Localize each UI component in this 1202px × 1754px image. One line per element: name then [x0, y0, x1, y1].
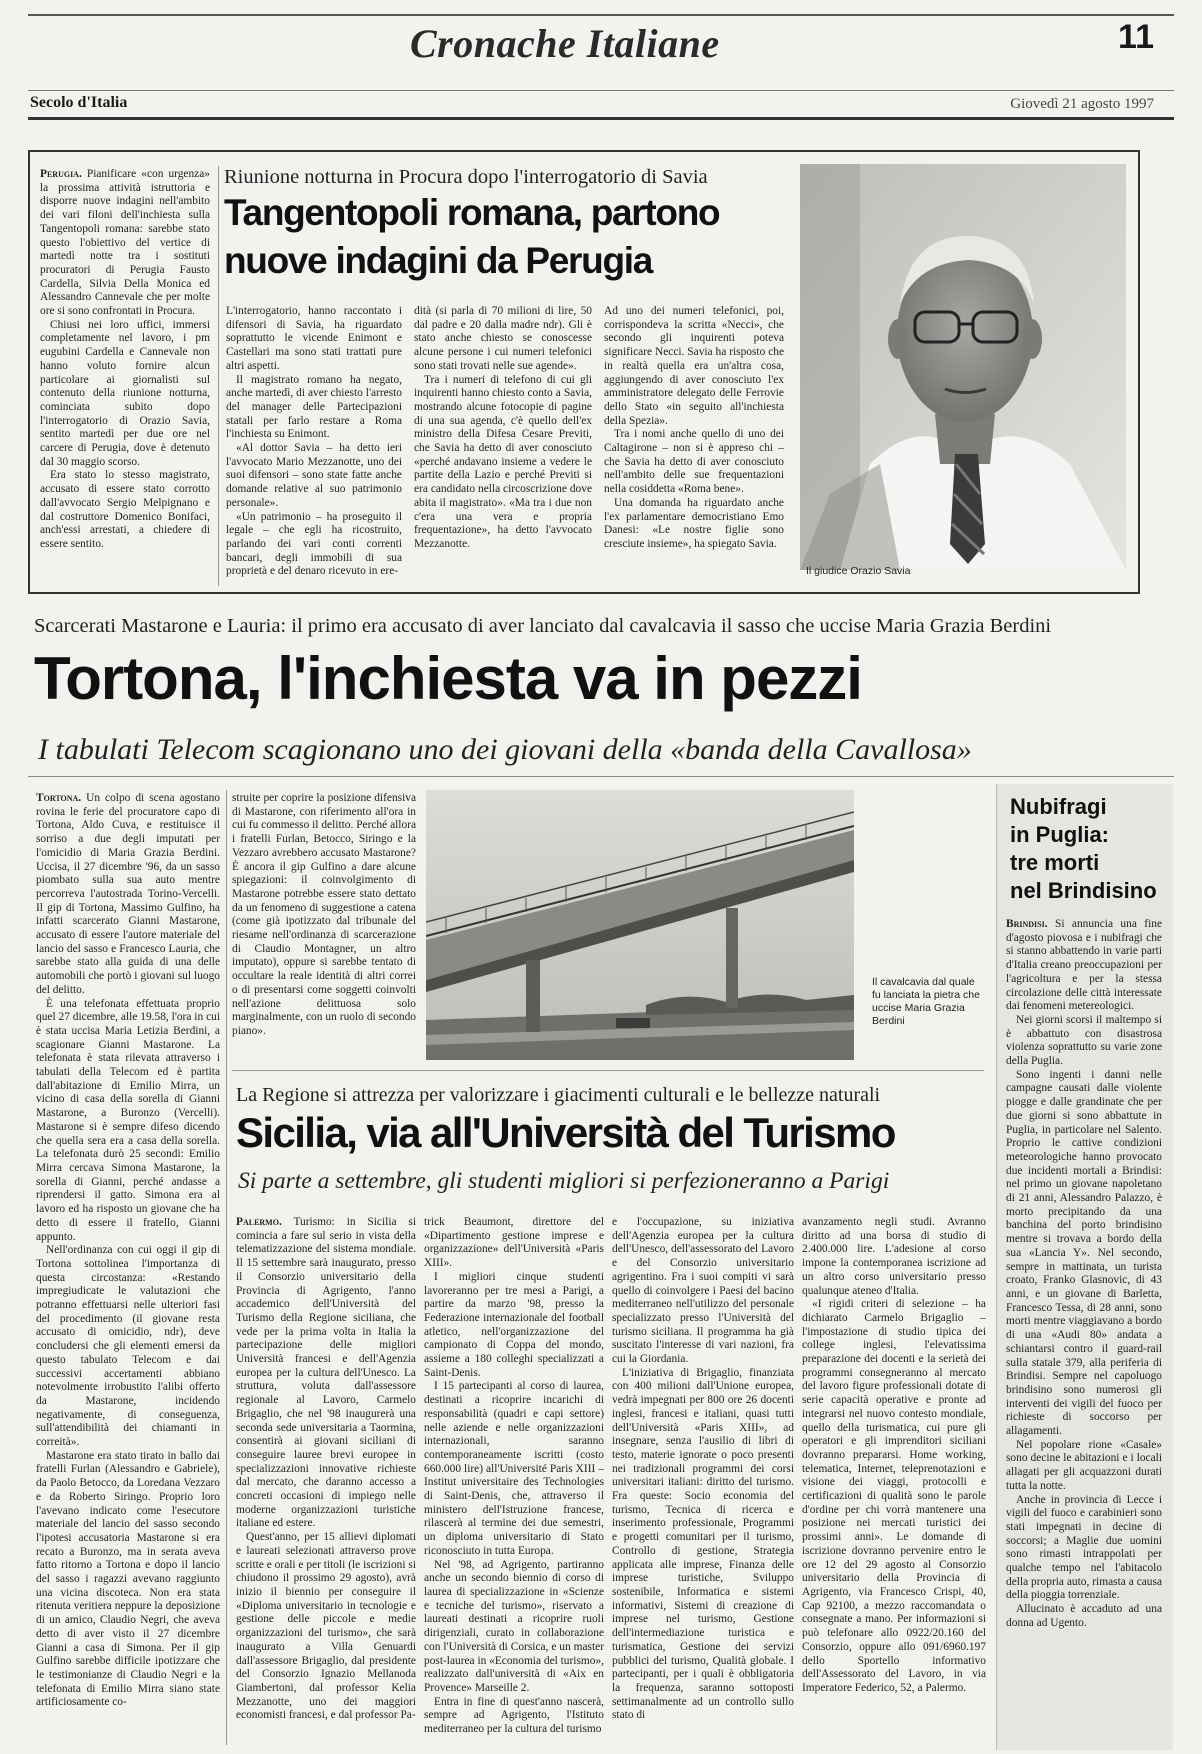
article2-column-1: [36, 792, 220, 1747]
sidebar-p3: Sono ingenti i danni nelle campagne causati dalle violente piogge e dalle grandinate che per due giorni si sono abbattute in Puglia, in particolare nel Salento. Proprio le cattive condizioni meteorologiche hanno provocato due incidenti mortali a Brindisi: nel primo un giovane napoletano di 21 anni, Alessandro Palazzo, è morto precipitando da una banchina del porto brindisino mentre si trovava a bordo della sua «Lancia Y». Nel secondo, sempre in mattinata, un turista croato, Franko Glasnovic, di 43 anni, e un giovane di Barletta, Francesco Tessa, di 28 anni, sono morti mentre viaggiavano a bordo di una «Audi 80» andata a schiantarsi contro il guard-rail sulla statale 379, alla periferia di Brindisi. Sempre nel capoluogo brindisino sono numerosi gli interventi dei vigili del fuoco per richieste di soccorso per allagamenti.: [1006, 1068, 1162, 1438]
article1-col1-p2: Chiusi nei loro uffici, immersi completamente nel lavoro, i pm eugubini Cardella e Cannevale non hanno voluto fornire alcun particolare ai giornalisti sul contenuto della riunione notturna, cominciata subito dopo l'interrogatorio di Orazio Savia, sentito martedì per due ore nel carcere di Perugia, dove è detenuto dal 30 maggio scorso.: [40, 318, 210, 468]
column-rule: [218, 166, 219, 586]
sidebar-headline-line2: in Puglia:: [1010, 822, 1109, 847]
article1-col4-p1: Ad uno dei numeri telefonici, poi, corrispondeva la scritta «Necci», che secondo gli inquirenti poteva significare Necci. Savia ha risposto che in realtà quella era un'altra cosa, aggiungendo di aver conosciuto l'ex amministratore delegato delle Ferrovie dello Stato «in seguito all'inchiesta della Spezia».: [604, 305, 784, 427]
paper-name: Secolo d'Italia: [30, 94, 128, 111]
issue-date: Giovedì 21 agosto 1997: [1010, 96, 1154, 112]
article2-kicker: Scarcerati Mastarone e Lauria: il primo era accusato di aver lanciato dal cavalcavia il sasso che uccise Maria Grazia Berdini: [34, 615, 1052, 637]
article3-dateline: Palermo.: [236, 1216, 282, 1228]
article3-col1-p1: Turismo: in Sicilia si comincia a fare sul serio in vista della telematizzazione del sistema mondiale. Il 15 settembre sarà inaugurato, presso il Consorzio universitario della Provincia di Agrigento, l'anno accademico dell'Università del Turismo della Regione siciliana, che vede per la prima volta in Italia la partecipazione delle migliori Università francesi e dell'Agenzia europea per la cultura dell'Unesco. La struttura, voluta dall'assessore regionale al Lavoro, Carmelo Brigaglio, che nel '98 inaugurerà una seconda sede universitaria a Taormina, consentirà ai giovani siciliani di conseguire lauree brevi europee in specializzazioni innovative richieste dal mercato, che daranno accesso a concreti occasioni di impiego nelle moderne organizzazioni turistiche italiane ed estere.: [236, 1216, 416, 1530]
article2-col1-p3: Nell'ordinanza con cui oggi il gip di Tortona sottolinea l'importanza di questa circostanza: «Restando impregiudicate le valutazioni che potranno effettuarsi nelle ulteriori fasi del procedimento (il giovane resta accusato di omicidio, ndr), deve concludersi che gli elementi emersi da questo tabulato Telecom e dai successivi accertamenti abbiano notevolmente irrobustito l'alibi offerto da Mastarone, incidendo negativamente, di conseguenza, sull'attendibilità dei chiamanti in correità».: [36, 1244, 220, 1449]
article3-col2-p1: trick Beaumont, direttore del «Dipartimento gestione imprese e organizzazione» dell'Università «Paris XIII».: [424, 1216, 604, 1270]
article1-column-1: [40, 168, 210, 586]
portrait-man-image: [800, 164, 1126, 570]
sidebar-p2: Nei giorni scorsi il maltempo si è abbattuto con disastrosa violenza soprattutto su varie zone della Puglia.: [1006, 1013, 1162, 1068]
article1-col2-p2: Il magistrato romano ha negato, anche martedì, di aver chiesto l'arresto del manager delle Partecipazioni statali per farlo restare a Roma l'inchiesta su Enimont.: [226, 373, 402, 441]
article1-col2-p3: «Al dottor Savia – ha detto ieri l'avvocato Mario Mezzanotte, uno dei suoi difensori – sono state fatte anche domande relative al suo patrimonio personale».: [226, 442, 402, 509]
article3-col4-p1: avanzamento negli studi. Avranno diritto ad una borsa di studio di 2.400.000 lire. L'adesione al corso impone la contemporanea iscrizione ad un altro corso universitario presso qualunque ateneo d'Italia.: [802, 1216, 986, 1297]
article3-col3-p2: L'iniziativa di Brigaglio, finanziata con 400 milioni dall'Unione europea, vedrà impegnati per 800 ore 26 docenti inglesi, francesi e italiani, quasi tutti dell'Università «Paris XIII», ad insegnare, senza l'ausilio di libri di testo, materie ignorate o poco presenti nei tradizionali programmi dei corsi universitari italiani: diritto del turismo. Fra queste: Socio economia del turismo, Tecnica di ricerca e inserimento professionale, Programmi e progetti comunitari per il turismo, Controllo di gestione, Strategia applicata alle imprese, Finanza delle imprese turistiche, Sviluppo sostenibile, Informatica e sistemi informativi, Sistemi di creazione di imprese nel turismo, Gestione dell'intermediazione turistica e turismatica, Gestione dei servizi pubblici del turismo, Qualità globale. I partecipanti, per i quali è obbligatoria la frequenza, saranno sottoposti settimanalmente ad un controllo sullo stato di: [612, 1366, 794, 1722]
article1-col2-p1: L'interrogatorio, hanno raccontato i difensori di Savia, ha riguardato soprattutto le vicende Enimont e Castellari ma sono stati trattati pure altri aspetti.: [226, 305, 402, 372]
article2-headline: Tortona, l'inchiesta va in pezzi: [34, 645, 862, 712]
sidebar-body: [1006, 918, 1162, 1744]
article2-col2-p1: struite per coprire la posizione difensiva di Mastarone, con riferimento all'ora in cui fu commesso il delitto. Perché allora i fratelli Furlan, Betocco, Siringo e la Vezzaro avrebbero accusato Mastarone? È ancora il gip Gulfino a dare alcune spiegazioni: il coinvolgimento di Mastarone potrebbe essere stato dettato da un fenomeno di suggestione a catena (come già ipotizzato dal tribunale del riesame nell'ordinanza di scarcerazione di Claudio Montagner, un altro imputato), oppure si sarebbe tentato di occultare la reale identità di altri correi o di presentarsi come soggetti coinvolti nell'azione delittuosa solo marginalmente, con un ruolo di secondo piano».: [232, 792, 416, 1037]
article2-col1-p1: Un colpo di scena agostano rovina le ferie del procuratore capo di Tortona, Aldo Cuva, e restituisce il sorriso a due degli imputati per l'omicidio di Maria Grazia Berdini. Uccisa, il 27 dicembre '96, da un sasso piombato sulla sua auto mentre percorreva l'autostrada Torino-Vercelli. Il gip di Tortona, Massimo Gulfino, ha infatti scarcerato Gianni Mastarone, accusato di essere l'autore materiale del lancio del sasso e Francesco Lauria, che sarebbe stato alla guida di una delle automobili che portò i giovani sul luogo del delitto.: [36, 792, 220, 996]
overpass-image: [426, 790, 854, 1060]
article1-column-3: [414, 305, 592, 585]
article1-col3-p1: dità (si parla di 70 milioni di lire, 50 dal padre e 20 dalla madre ndr). Gli è stato anche chiesto se conoscesse alcune persone i cui numeri telefonici sono stati trovati nelle sue agende».: [414, 305, 592, 372]
masthead-rule-upper: [28, 90, 1174, 91]
article1-column-2: [226, 305, 402, 585]
article3-col1-p2: Quest'anno, per 15 allievi diplomati e laureati selezionati attraverso prove scritte e orali e per titoli (le iscrizioni si chiudono il prossimo 29 agosto), avrà inizio il biennio per conseguire il «Diploma universitario in tecnologie e gestione delle piccole e medie organizzazioni del turismo», che sarà inaugurato a Villa Genuardi dall'assessore Brigaglio, dal presidente del Consorzio Ignazio Mellanoda Giambertoni, dal professor Kelia Mezzanotte, uno dei maggiori economisti francesi, e dal professor Pa-: [236, 1531, 416, 1722]
article3-col2-p2: I migliori cinque studenti lavoreranno per tre mesi a Parigi, a partire da marzo '98, presso la Federazione internazionale del football atletico, nell'organizzazione del campionato di Coppa del mondo, assieme a 180 colleghi specializzati a Saint-Denis.: [424, 1270, 604, 1379]
article1-dateline: Perugia.: [40, 168, 82, 180]
article3-col2-p4: Nel '98, ad Agrigento, partiranno anche un secondo biennio di corso di laurea di specializzazione in «Scienze e tecniche del turismo», riservato a laureati destinati a ricoprire ruoli dirigenziali, curato in collaborazione con l'Università di Corsica, e un master post-laurea in «Economia del turismo», realizzato dall'università di «Aix en Provence» Marseille 2.: [424, 1558, 604, 1694]
article2-column-2: [232, 792, 416, 1062]
article1-headline-line1: Tangentopoli romana, partono: [224, 192, 720, 233]
article1-col2-p4: «Un patrimonio – ha proseguito il legale – che egli ha ricostruito, parlando dei vari conti correnti bancari, degli immobili di sua proprietà e del denaro ricevuto in ere-: [226, 510, 402, 578]
article1-kicker: Riunione notturna in Procura dopo l'interrogatorio di Savia: [224, 166, 708, 188]
column-rule: [226, 790, 227, 1745]
article1-headline-line2: nuove indagini da Perugia: [224, 240, 653, 281]
sidebar-p4: Nel popolare rione «Casale» sono decine le abitazioni e i locali allagati per gli acquazzoni durati tutta la notte.: [1006, 1438, 1162, 1492]
article1-column-4: [604, 305, 784, 585]
sidebar-p5: Anche in provincia di Lecce i vigili del fuoco e carabinieri sono stati impegnati in decine di soccorsi; a Maglie due uomini sono rimasti intrappolati per qualche tempo nel l'abitacolo della propria auto, rimasta a causa della pioggia torrenziale.: [1006, 1493, 1162, 1602]
sidebar-headline-line3: tre morti: [1010, 850, 1100, 875]
article3-column-1: [236, 1216, 416, 1746]
page-number: 11: [1118, 18, 1154, 56]
article2-dateline: Tortona.: [36, 792, 82, 804]
article3-col2-p3: I 15 partecipanti al corso di laurea, destinati a ricoprire incarichi di responsabilità (quadri e capi settore) nelle aziende e nelle organizzazioni internazionali, saranno contemporaneamente iscritti (costo 660.000 lire) all'Université Paris XIII – Institut universitaire des Technologies di Saint-Denis, che, attraverso il ministero dell'Istruzione francese, rilascerà al termine dei due semestri, un diploma universitario di Stato riconosciuto in tutta Europa.: [424, 1380, 604, 1557]
sidebar-p6: Allucinato è accaduto ad una donna ad Ugento.: [1006, 1603, 1162, 1629]
article3-top-rule: [232, 1070, 984, 1071]
section-title: Cronache Italiane: [410, 21, 720, 66]
article3-col4-p2: «I rigidi criteri di selezione – ha dichiarato Carmelo Brigaglio – l'impostazione di studio tipica dei college inglesi, l'elevatissima preparazione dei docenti e la serietà dei programmi consegneranno al mercato del lavoro figure professionali dotate di serie capacità operative e pronte ad integrarsi nel nuovo contesto mondiale, quello della turismatica, cui pure gli operatori e gli imprenditori siciliani dovranno prepararsi. Home working, telematica, Internet, teleprenotazioni e visione dei viaggi, protocolli e certificazioni di qualità sono le parole d'ordine per chi vorrà mantenere una posizione nei mercati turistici dei prossimi anni». Le domande di iscrizione dovranno pervenire entro le ore 12 del 29 agosto al Consorzio universitario della Provincia di Agrigento, via Francesco Crispi, 40, Cap 92100, a mezzo raccomandata o consegnate a mano. Per informazioni si può telefonare allo 0922/20.160 del Consorzio, oppure allo 091/6960.197 dello Sportello informativo dell'Assessorato del Lavoro, in via Imperatore Federico, 52, a Palermo.: [802, 1298, 986, 1694]
overpass-photo: [426, 790, 854, 1060]
article3-col2-p5: Entra in fine di quest'anno nascerà, sempre ad Agrigento, l'Istituto mediterraneo per la cultura del turismo: [424, 1695, 604, 1736]
article3-subhead: Si parte a settembre, gli studenti migliori si perfezioneranno a Parigi: [238, 1168, 890, 1194]
sidebar-headline-line4: nel Brindisino: [1010, 878, 1157, 903]
article3-kicker: La Regione si attrezza per valorizzare i giacimenti culturali e le bellezze naturali: [236, 1084, 881, 1106]
portrait-caption: Il giudice Orazio Savia: [806, 565, 911, 577]
article2-subhead: I tabulati Telecom scagionano uno dei giovani della «banda della Cavallosa»: [38, 733, 972, 766]
article1-col4-p3: Una domanda ha riguardato anche l'ex parlamentare democristiano Emo Danesi: «Le nostre figlie sono cresciute insieme», ha spiegato Savia.: [604, 496, 784, 550]
article1-col3-p2: Tra i numeri di telefono di cui gli inquirenti hanno chiesto conto a Savia, mostrando alcune fotocopie di pagine di una sua agenda, c'è quello dell'ex ministro della Difesa Cesare Previti, che Savia ha detto di aver conosciuto «perché andavano insieme a vedere le partite della Lazio e perché Previti si era candidato nella circoscrizione dove abita il magistrato». «Ma tra i due non c'era una vera e propria frequentazione», ha detto l'avvocato Mezzanotte.: [414, 373, 592, 550]
portrait-photo: [800, 164, 1126, 570]
article3-headline: Sicilia, via all'Università del Turismo: [236, 1109, 895, 1156]
article3-col3-p1: e l'occupazione, su iniziativa dell'Agenzia europea per la cultura dell'Unesco, dell'assessorato del Lavoro e del Consorzio universitario agrigentino. Fra i suoi compiti vi sarà quello di coinvolgere i Paesi del bacino mediterraneo nell'utilizzo del personale specializzato presso l'Università del turismo siciliana. Il programma ha già suscitato l'interesse di vari nazioni, fra cui la Giordania.: [612, 1216, 794, 1366]
masthead-top-rule: [28, 14, 1174, 16]
article2-col1-p2: È una telefonata effettuata proprio quel 27 dicembre, alle 19.58, l'ora in cui è stata uccisa Maria Letizia Berdini, a scagionare Gianni Mastarone. La telefonata è stata rilevata attraverso i tabulati della Telecom ed è partita dall'abitazione di Emilio Mirra, un vicino di casa della sorella di Gianni Mastarone, a Buronzo (Vercelli). Mastarone si è sempre difeso dicendo che quella sera era a casa della sorella. La telefonata durò 25 secondi: Emilio Mirra cercava Simona Mastarone, la sorella di Gianni, perché andasse a riprendersi il gatto. Simona era al lavoro ed ha risposto un giovane che ha detto di essere il fratello, Gianni appunto.: [36, 997, 220, 1243]
masthead-rule-lower: [28, 117, 1174, 120]
article1-col1-p1: Pianificare «con urgenza» la prossima attività istruttoria e disporre nuove indagini nell'ambito dei vari filoni dell'inchiesta sulla Tangentopoli romana: sarebbe stato questo l'obiettivo del vertice di martedì notte tra i sostituti procuratori di Perugia Fausto Cardella, Silvia Della Monica ed Alessandro Cannevale che per molte ore si sono confrontati in Procura.: [40, 168, 210, 318]
article2-rule: [28, 776, 1174, 777]
article1-col4-p2: Tra i nomi anche quello di uno dei Caltagirone – non si è appreso chi – che Savia ha detto di aver conosciuto nell'ambito delle sue frequentazioni nella cosiddetta «Roma bene».: [604, 428, 784, 496]
overpass-caption: Il cavalcavia dal quale fu lanciata la pietra che uccise Maria Grazia Berdini: [872, 976, 980, 1027]
article3-column-4: [802, 1216, 986, 1746]
article3-column-2: [424, 1216, 604, 1746]
sidebar-headline-line1: Nubifragi: [1010, 794, 1107, 819]
article3-column-3: [612, 1216, 794, 1746]
sidebar-dateline: Brindisi.: [1006, 918, 1048, 930]
sidebar-p1: Si annuncia una fine d'agosto piovosa e i nubifragi che si stanno abbattendo in varie parti d'Italia creano preoccupazioni per l'agricoltura e per la stessa circolazione delle città interessate dai fenomeni metereologici.: [1006, 918, 1162, 1013]
article2-col1-p4: Mastarone era stato tirato in ballo dai fratelli Furlan (Alessandro e Gabriele), da Paolo Betocco, da Loredana Vezzaro e da Roberto Siringo. Proprio loro l'avevano indicato come l'esecutore materiale del lancio del sasso secondo l'ipotesi accusatoria Mastarone si era recato a Buronzo, ma in serata aveva fatto ritorno a Tortona e dopo il lancio del sasso i ragazzi avevano raggiunto una vicina discoteca. Non era stata ritenuta veritiera neppure la deposizione di un amico, Claudio Negri, che aveva detto di aver visto il 27 dicembre Gianni a casa di Simona. Per il gip Gulfino sarebbe difficile ipotizzare che le testimonianze di Claudio Negri e la telefonata di Emilio Mirra siano state artificiosamente co-: [36, 1449, 220, 1709]
article1-col1-p3: Era stato lo stesso magistrato, accusato di essere stato corrotto dall'avvocato Sergio Melpignano e dal costruttore Domenico Bonifaci, anch'essi arrestati, a chiedere di essere sentito.: [40, 469, 210, 550]
